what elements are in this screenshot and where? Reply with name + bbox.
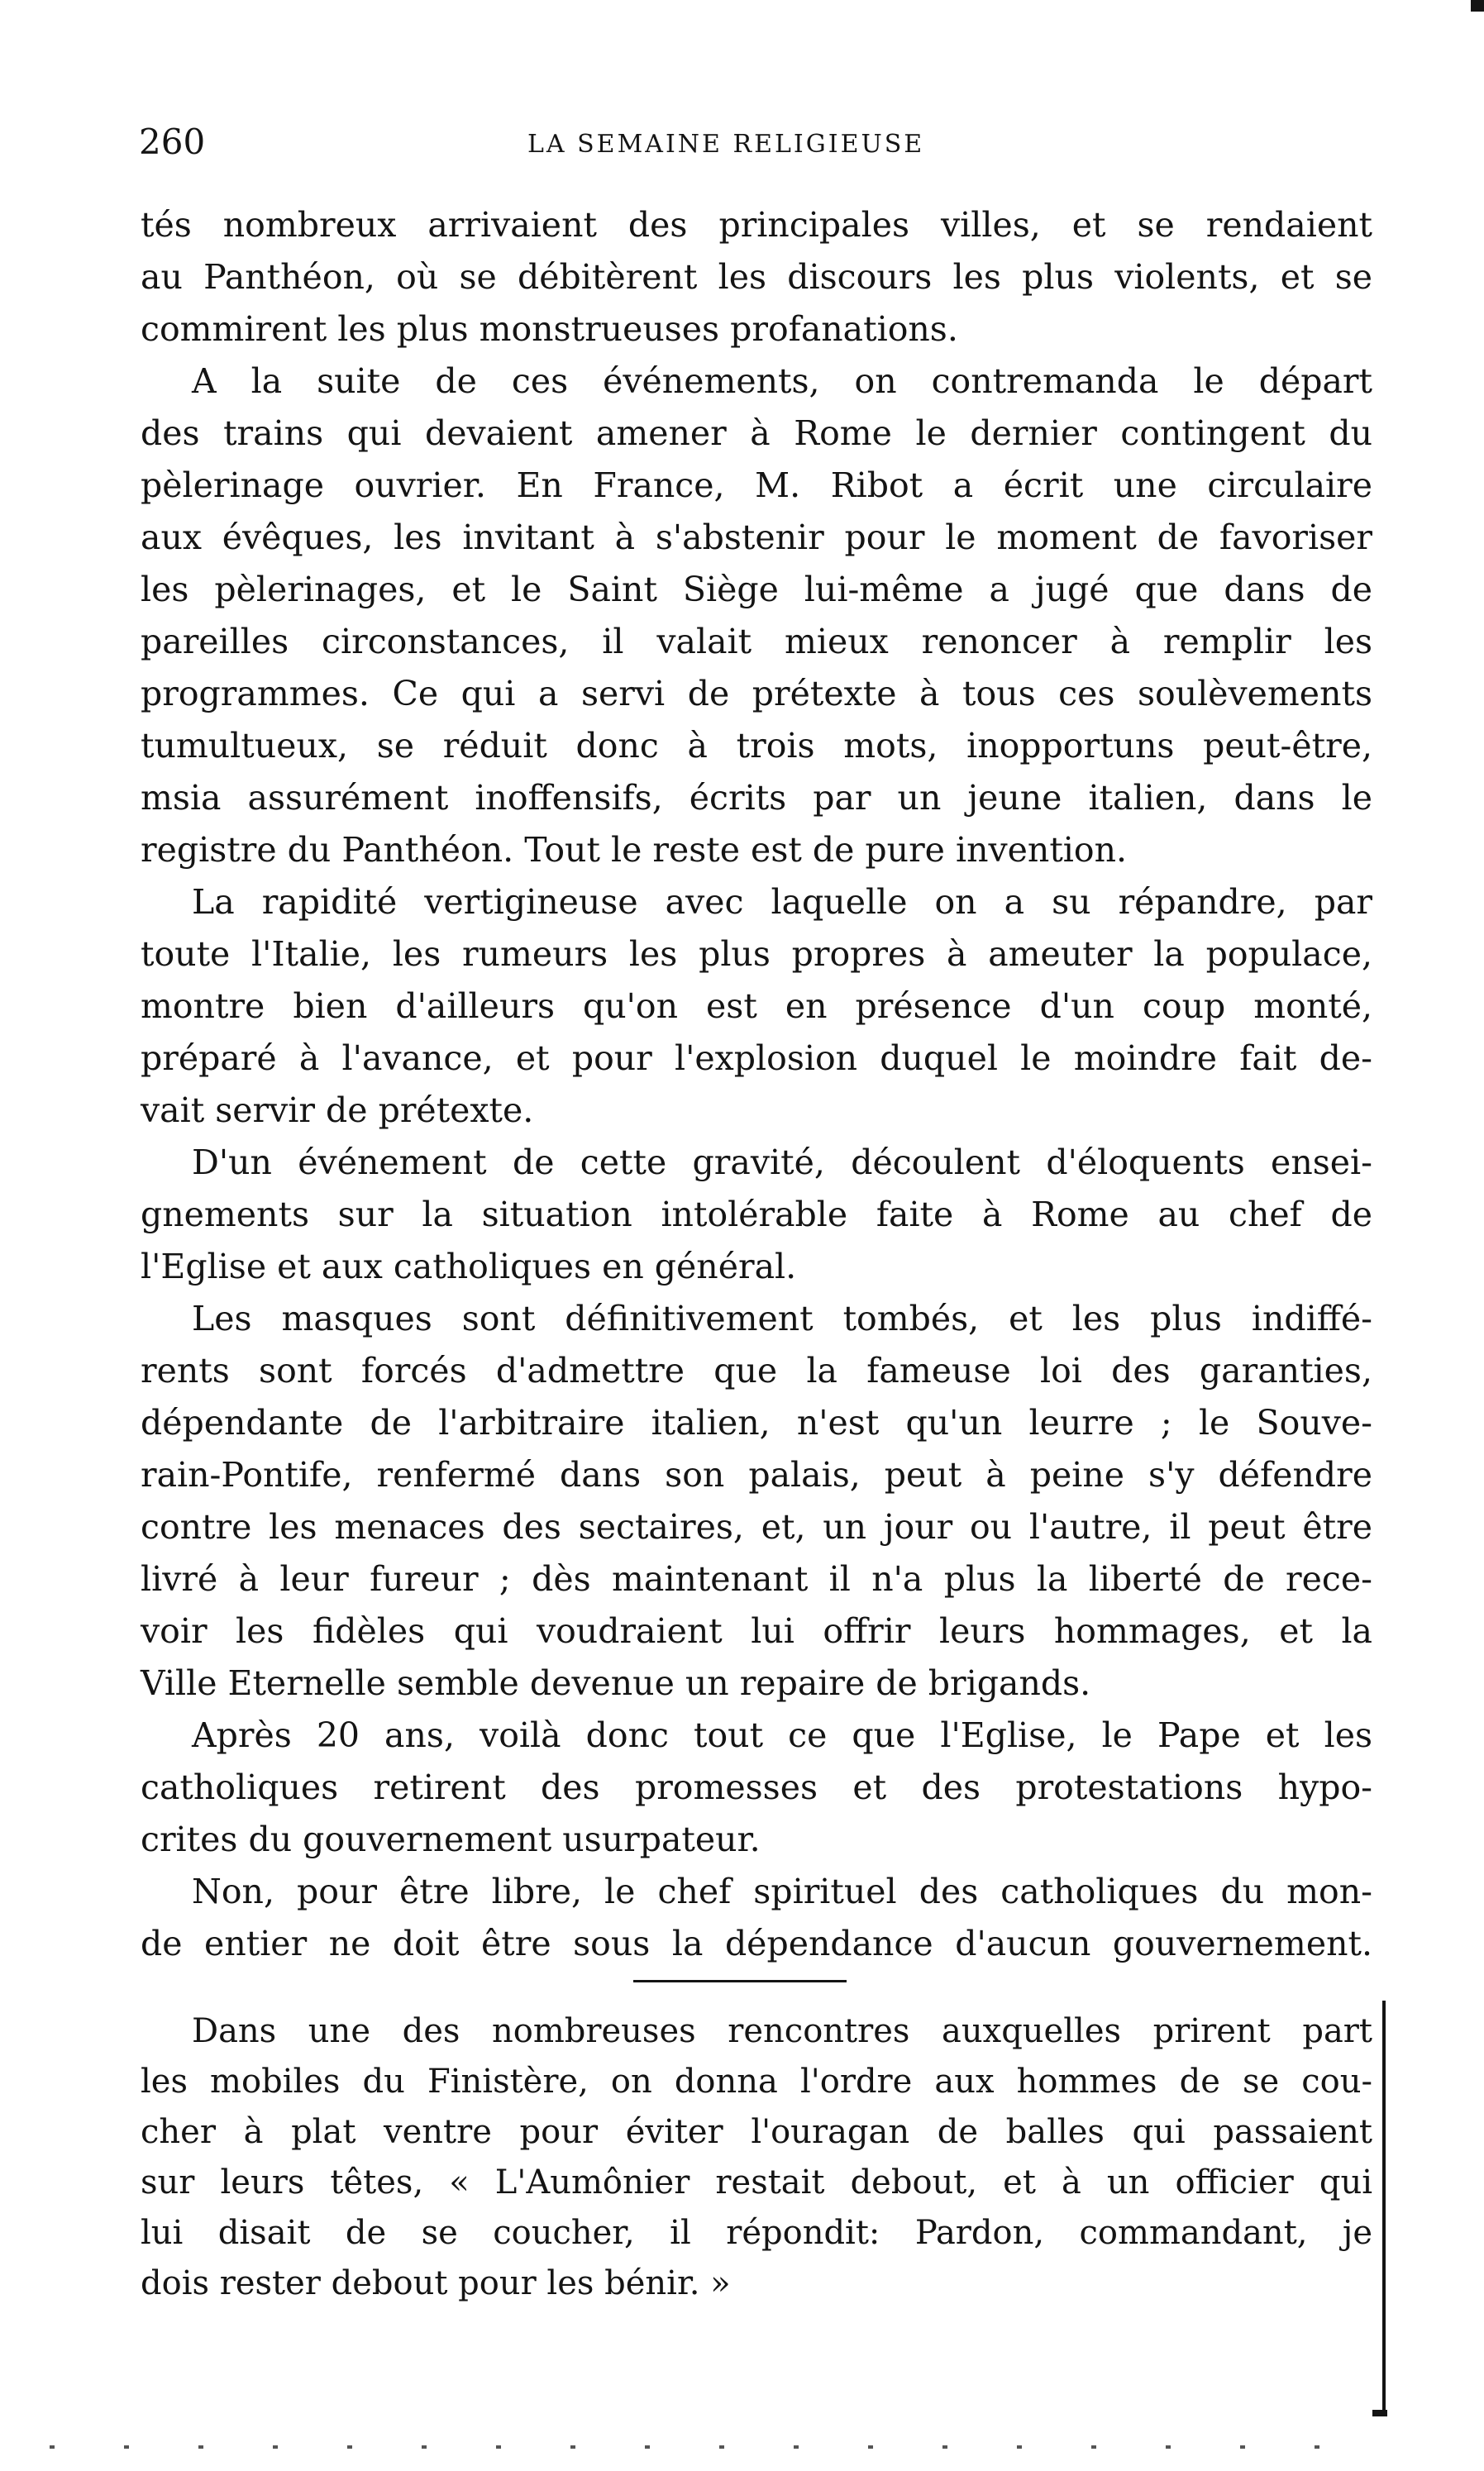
text-line: rents sont forcés d'admettre que la fameuse loi des garanties, xyxy=(141,1351,1372,1391)
scan-margin-foot xyxy=(1372,2410,1387,2416)
text-line: des trains qui devaient amener à Rome le dernier contingent du xyxy=(141,413,1372,453)
text-line: D'un événement de cette gravité, découlent d'éloquents ensei- xyxy=(192,1142,1372,1182)
note-line: lui disait de se coucher, il répondit: Pardon, commandant, je xyxy=(141,2214,1372,2252)
text-line: Non, pour être libre, le chef spirituel des catholiques du mon- xyxy=(192,1872,1372,1911)
scan-margin-bar xyxy=(1382,2001,1386,2414)
text-line: dépendante de l'arbitraire italien, n'est qu'un leurre ; le Souve- xyxy=(141,1403,1372,1443)
text-line: programmes. Ce qui a servi de prétexte à tous ces soulèvements xyxy=(141,674,1372,713)
text-line: pareilles circonstances, il valait mieux renoncer à remplir les xyxy=(141,622,1372,661)
text-line: au Panthéon, où se débitèrent les discours les plus violents, et se xyxy=(141,257,1372,297)
text-line: Ville Eternelle semble devenue un repaire de brigands. xyxy=(141,1663,1091,1703)
note-line: cher à plat ventre pour éviter l'ouragan de balles qui passaient xyxy=(141,2113,1372,2151)
text-line: les pèlerinages, et le Saint Siège lui-même a jugé que dans de xyxy=(141,570,1372,609)
text-line: rain-Pontife, renfermé dans son palais, peut à peine s'y défendre xyxy=(141,1455,1372,1495)
text-line: aux évêques, les invitant à s'abstenir pour le moment de favoriser xyxy=(141,518,1372,557)
text-line: préparé à l'avance, et pour l'explosion duquel le moindre fait de- xyxy=(141,1038,1372,1078)
text-line: crites du gouvernement usurpateur. xyxy=(141,1820,761,1859)
text-line: contre les menaces des sectaires, et, un jour ou l'autre, il peut être xyxy=(141,1507,1372,1547)
text-line: toute l'Italie, les rumeurs les plus propres à ameuter la populace, xyxy=(141,934,1372,974)
text-line: livré à leur fureur ; dès maintenant il n'a plus la liberté de rece- xyxy=(141,1559,1372,1599)
text-line: A la suite de ces événements, on contremanda le départ xyxy=(192,361,1372,401)
text-line: Après 20 ans, voilà donc tout ce que l'Eglise, le Pape et les xyxy=(192,1715,1372,1755)
page-number: 260 xyxy=(139,122,206,162)
note-line: Dans une des nombreuses rencontres auxquelles prirent part xyxy=(192,2012,1372,2050)
text-line: catholiques retirent des promesses et des protestations hypo- xyxy=(141,1767,1372,1807)
text-line: tumultueux, se réduit donc à trois mots, inopportuns peut-être, xyxy=(141,726,1372,766)
text-line: gnements sur la situation intolérable faite à Rome au chef de xyxy=(141,1195,1372,1234)
running-title: LA SEMAINE RELIGIEUSE xyxy=(527,130,925,159)
note-line: sur leurs têtes, « L'Aumônier restait debout, et à un officier qui xyxy=(141,2163,1372,2201)
text-line: Les masques sont définitivement tombés, et les plus indiffé- xyxy=(192,1299,1372,1338)
text-line: tés nombreux arrivaient des principales villes, et se rendaient xyxy=(141,205,1372,245)
text-line: pèlerinage ouvrier. En France, M. Ribot a écrit une circulaire xyxy=(141,465,1372,505)
text-line: La rapidité vertigineuse avec laquelle on a su répandre, par xyxy=(192,882,1372,922)
text-line: msia assurément inoffensifs, écrits par un jeune italien, dans le xyxy=(141,778,1372,818)
text-line: de entier ne doit être sous la dépendance d'aucun gouvernement. xyxy=(141,1924,1372,1963)
text-line: voir les fidèles qui voudraient lui offrir leurs hommages, et la xyxy=(141,1611,1372,1651)
text-line: registre du Panthéon. Tout le reste est de pure invention. xyxy=(141,830,1128,870)
text-line: vait servir de prétexte. xyxy=(141,1090,534,1130)
note-line: dois rester debout pour les bénir. » xyxy=(141,2264,731,2302)
text-line: montre bien d'ailleurs qu'on est en présence d'un coup monté, xyxy=(141,986,1372,1026)
text-line: l'Eglise et aux catholiques en général. xyxy=(141,1247,797,1286)
note-line: les mobiles du Finistère, on donna l'ordre aux hommes de se cou- xyxy=(141,2063,1372,2101)
text-line: commirent les plus monstrueuses profanations. xyxy=(141,309,958,349)
scan-bottom-dots xyxy=(50,2445,1372,2449)
